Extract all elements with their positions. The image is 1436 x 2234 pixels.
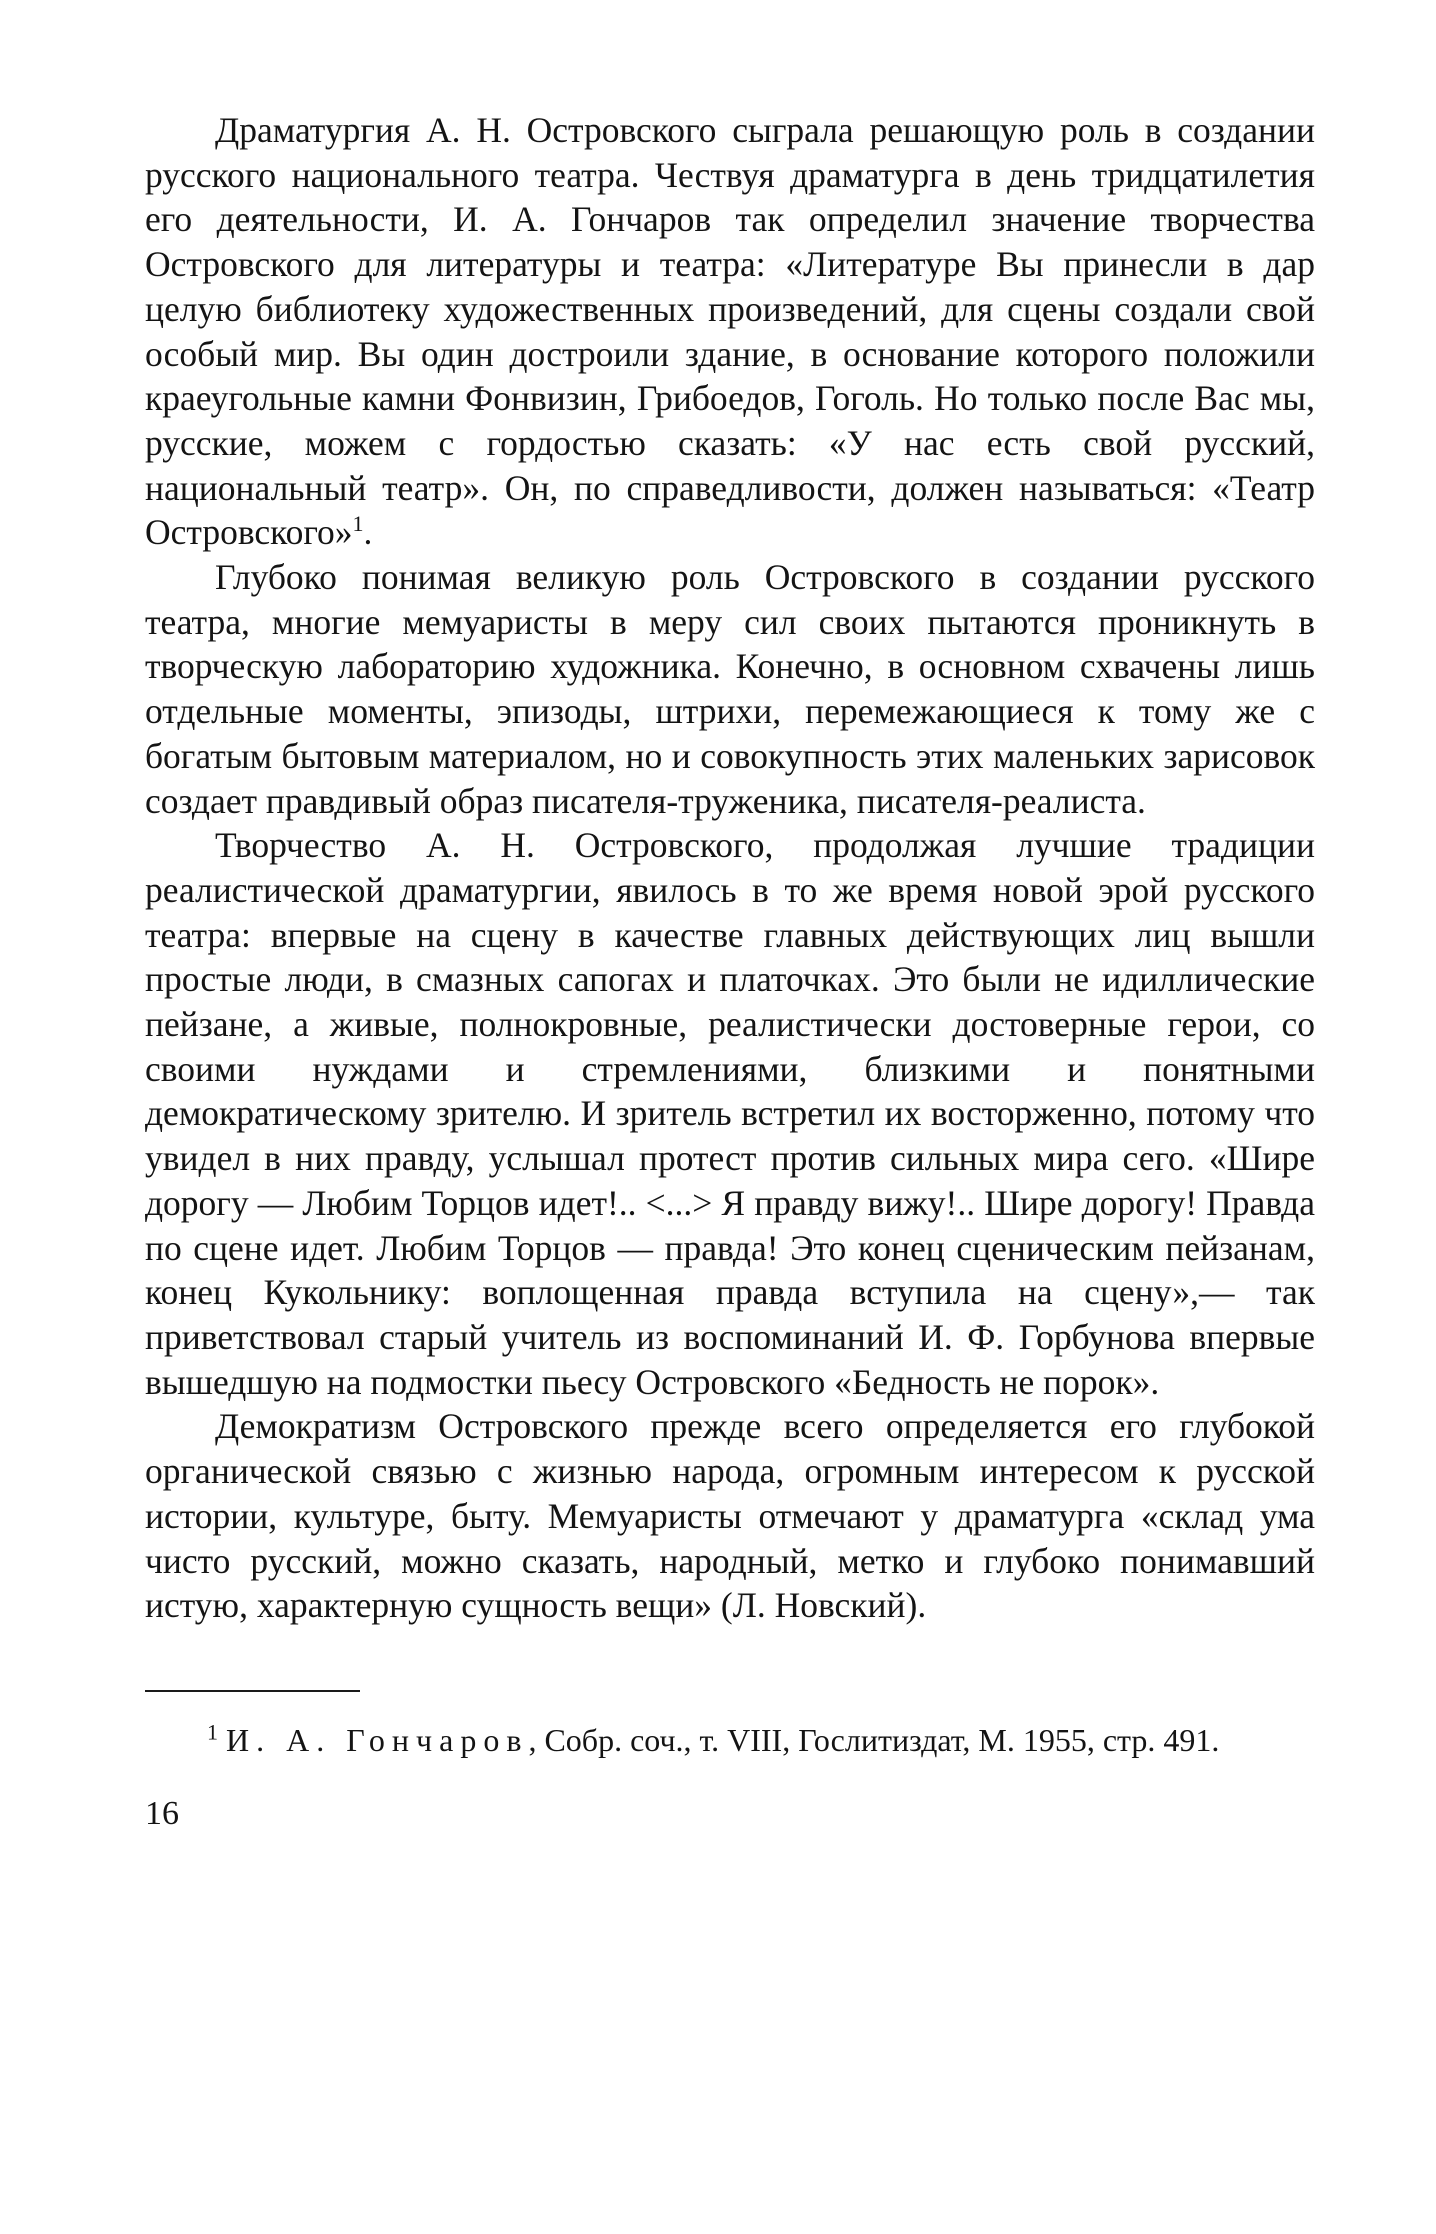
paragraph-2: Глубоко понимая великую роль Островского в создании русского театра, многие мемуаристы в меру сил своих пытаются проникнуть в творческую лабораторию художника. Конечно, в основном схвачены лишь отдельные моменты, эпизоды, штрихи, перемежающиеся к тому же с богатым бытовым материалом, но и совокупность этих маленьких зарисовок создает правдивый образ писателя-труженика, писателя-реалиста. xyxy=(145,557,1315,821)
footnote-divider xyxy=(145,1690,360,1692)
paragraph-1-tail: . xyxy=(363,512,373,553)
book-page xyxy=(145,108,1315,1834)
footnote-marker: 1 xyxy=(207,1719,218,1745)
paragraph-4: Демократизм Островского прежде всего определяется его глубокой органической связью с жизнью народа, огромным интересом к русской истории, культуре, быту. Мемуаристы отмечают у драматурга «склад ума чисто русский, можно сказать, народный, метко и глубоко понимавший истую, характерную сущность вещи» (Л. Новский). xyxy=(145,1406,1315,1626)
paragraph-1 xyxy=(145,108,1315,555)
footnote xyxy=(145,1720,1315,1760)
footnote-reference: 1 xyxy=(352,511,364,537)
paragraph-1-text: Драматургия А. Н. Островского сыграла решающую роль в создании русского национального театра. Чествуя драматурга в день тридцатилетия его деятельности, И. А. Гончаров так определил значение творчества Островского для литературы и театра: «Литературе Вы принесли в дар целую библиотеку художественных произведений, для сцены создали свой особый мир. Вы один достроили здание, в основание которого положили краеугольные камни Фонвизин, Грибоедов, Гоголь. Но только после Вас мы, русские, можем с гордостью сказать: «У нас есть свой русский, национальный театр». Он, по справедливости, должен называться: «Театр Островского» xyxy=(145,110,1315,553)
footnote-text: , Собр. соч., т. VIII, Гослитиздат, М. 1955, стр. 491. xyxy=(528,1721,1220,1758)
paragraph-3: Творчество А. Н. Островского, продолжая лучшие традиции реалистической драматургии, явилось в то же время новой эрой русского театра: впервые на сцену в качестве главных действующих лиц вышли простые люди, в смазных сапогах и платочках. Это были не идиллические пейзане, а живые, полнокровные, реалистически достоверные герои, со своими нуждами и стремлениями, близкими и понятными демократическому зрителю. И зритель встретил их восторженно, потому что увидел в них правду, услышал протест против сильных мира сего. «Шире дорогу — Любим Торцов идет!.. <...> Я правду вижу!.. Шире дорогу! Правда по сцене идет. Любим Торцов — правда! Это конец сценическим пейзанам, конец Кукольнику: воплощенная правда вступила на сцену»,— так приветствовал старый учитель из воспоминаний И. Ф. Горбунова впервые вышедшую на подмостки пьесу Островского «Бедность не порок». xyxy=(145,825,1315,1402)
page-number: 16 xyxy=(145,1794,179,1832)
footnote-author: И. А. Гончаров xyxy=(226,1721,529,1758)
